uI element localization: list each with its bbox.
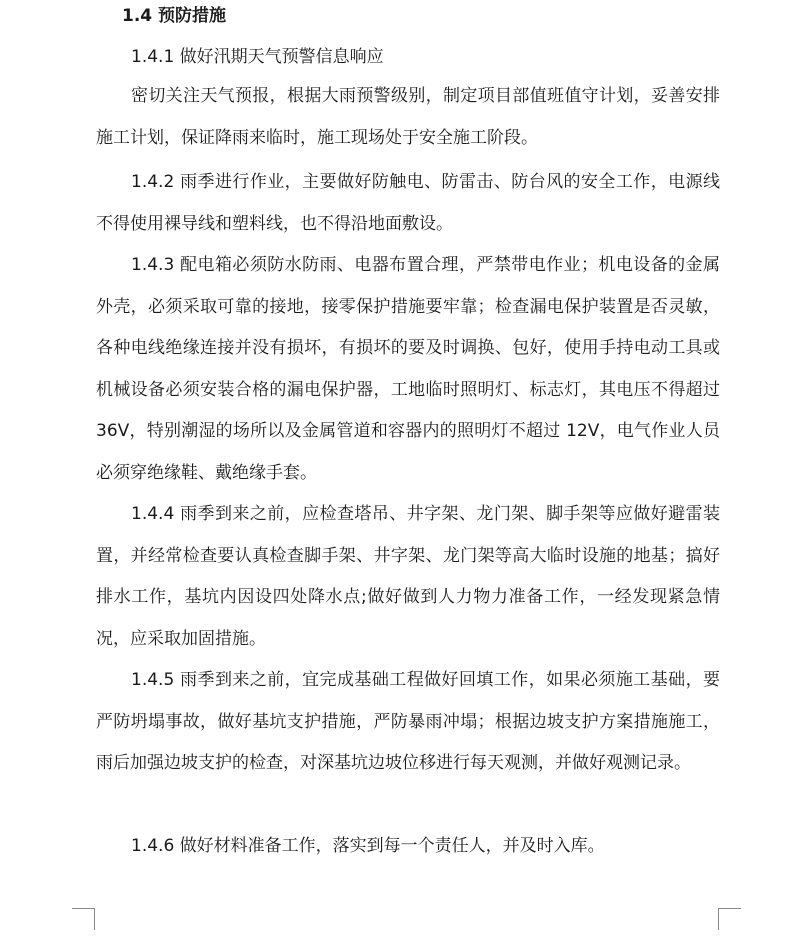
paragraph-text: 配电箱必须防水防雨、电器布置合理，严禁带电作业；机电设备的金属外壳，必须采取可靠的接地，接零保护措施要牢靠；检查漏电保护装置是否灵敏，各种电线绝缘连接并没有损坏，有损坏的要及时调换、包好，使用手持电动工具或机械设备必须安装合格的漏电保护器，工地临时照明灯、标志灯，其电压不得超过 36V，特别潮湿的场所以及金属管道和容器内的照明灯不超过 12V，电气作业人员必须穿绝缘鞋、戴绝缘手套。 bbox=[96, 255, 720, 483]
paragraph bbox=[96, 826, 720, 868]
page-corner-mark-right bbox=[718, 908, 741, 930]
paragraph-number: 1.4.5 bbox=[131, 670, 175, 690]
page-corner-mark-left bbox=[72, 908, 95, 930]
paragraph-number: 1.4.4 bbox=[131, 504, 175, 524]
paragraph-text: 做好材料准备工作，落实到每一个责任人，并及时入库。 bbox=[174, 836, 605, 856]
subsection-heading: 1.4.1 做好汛期天气预警信息响应 bbox=[131, 47, 384, 67]
paragraph bbox=[96, 660, 720, 785]
paragraph bbox=[96, 245, 720, 494]
paragraph-text: 雨季到来之前，应检查塔吊、井字架、龙门架、脚手架等应做好避雷装置，并经常检查要认真检查脚手架、井字架、龙门架等高大临时设施的地基；搞好排水工作，基坑内因设四处降水点;做好做到人力物力准备工作，一经发现紧急情况，应采取加固措施。 bbox=[96, 504, 720, 649]
paragraph-text: 雨季到来之前，宜完成基础工程做好回填工作，如果必须施工基础，要严防坍塌事故，做好基坑支护措施，严防暴雨冲塌；根据边坡支护方案措施施工，雨后加强边坡支护的检查，对深基坑边坡位移进行每天观测，并做好观测记录。 bbox=[96, 670, 720, 773]
paragraph bbox=[96, 494, 720, 660]
paragraph-text: 密切关注天气预报，根据大雨预警级别，制定项目部值班值守计划，妥善安排施工计划，保证降雨来临时，施工现场处于安全施工阶段。 bbox=[96, 86, 720, 148]
paragraph bbox=[96, 162, 720, 245]
paragraph-number: 1.4.6 bbox=[131, 836, 175, 856]
paragraph-number: 1.4.3 bbox=[131, 255, 175, 275]
paragraph-text: 雨季进行作业，主要做好防触电、防雷击、防台风的安全工作，电源线不得使用裸导线和塑料线，也不得沿地面敷设。 bbox=[96, 172, 720, 234]
paragraph-number: 1.4.2 bbox=[131, 172, 175, 192]
section-heading: 1.4 预防措施 bbox=[122, 6, 227, 26]
paragraph bbox=[96, 76, 720, 159]
